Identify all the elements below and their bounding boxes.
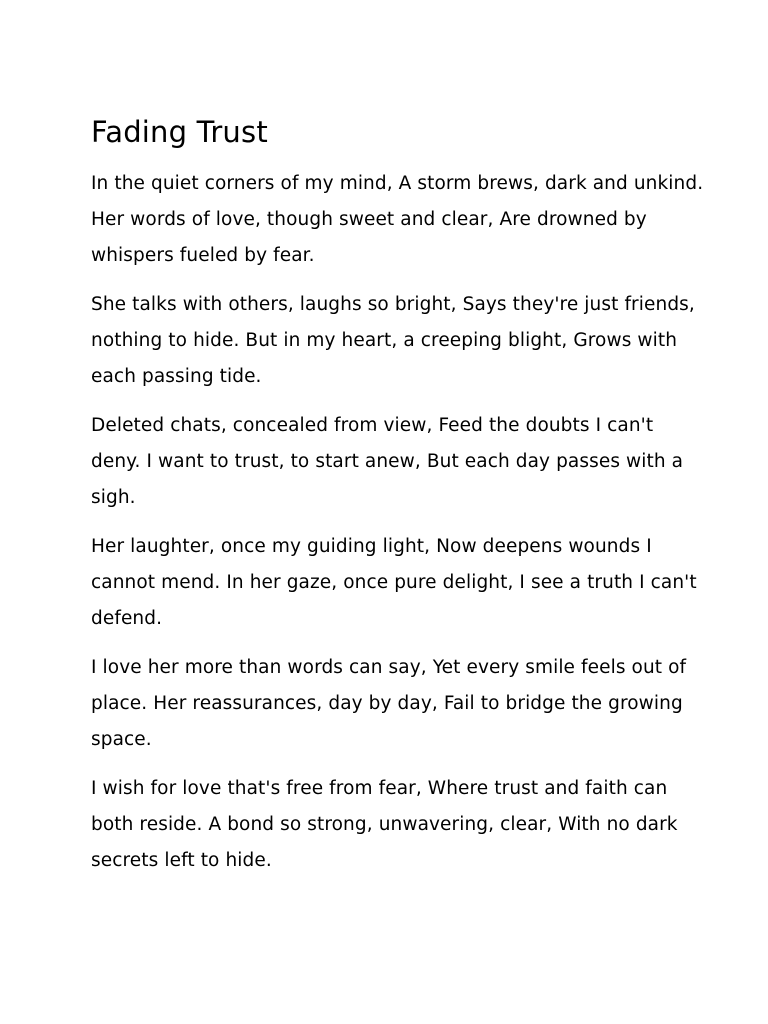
poem-stanza: Her laughter, once my guiding light, Now deepens wounds I cannot mend. In her gaze, once pure delight, I see a truth I can't defend. <box>91 536 697 629</box>
poem-stanza: I love her more than words can say, Yet every smile feels out of place. Her reassurances, day by day, Fail to bridge the growing space. <box>91 657 687 750</box>
poem-stanza: In the quiet corners of my mind, A storm brews, dark and unkind. Her words of love, though sweet and clear, Are drowned by whispers fueled by fear. <box>91 173 704 266</box>
poem-stanza: She talks with others, laughs so bright, Says they're just friends, nothing to hide. But in my heart, a creeping blight, Grows with each passing tide. <box>91 294 695 387</box>
poem-stanza: I wish for love that's free from fear, Where trust and faith can both reside. A bond so strong, unwavering, clear, With no dark secrets left to hide. <box>91 778 678 871</box>
poem-stanza: Deleted chats, concealed from view, Feed the doubts I can't deny. I want to trust, to start anew, But each day passes with a sigh. <box>91 415 684 508</box>
poem-title: Fading Trust <box>91 115 268 149</box>
